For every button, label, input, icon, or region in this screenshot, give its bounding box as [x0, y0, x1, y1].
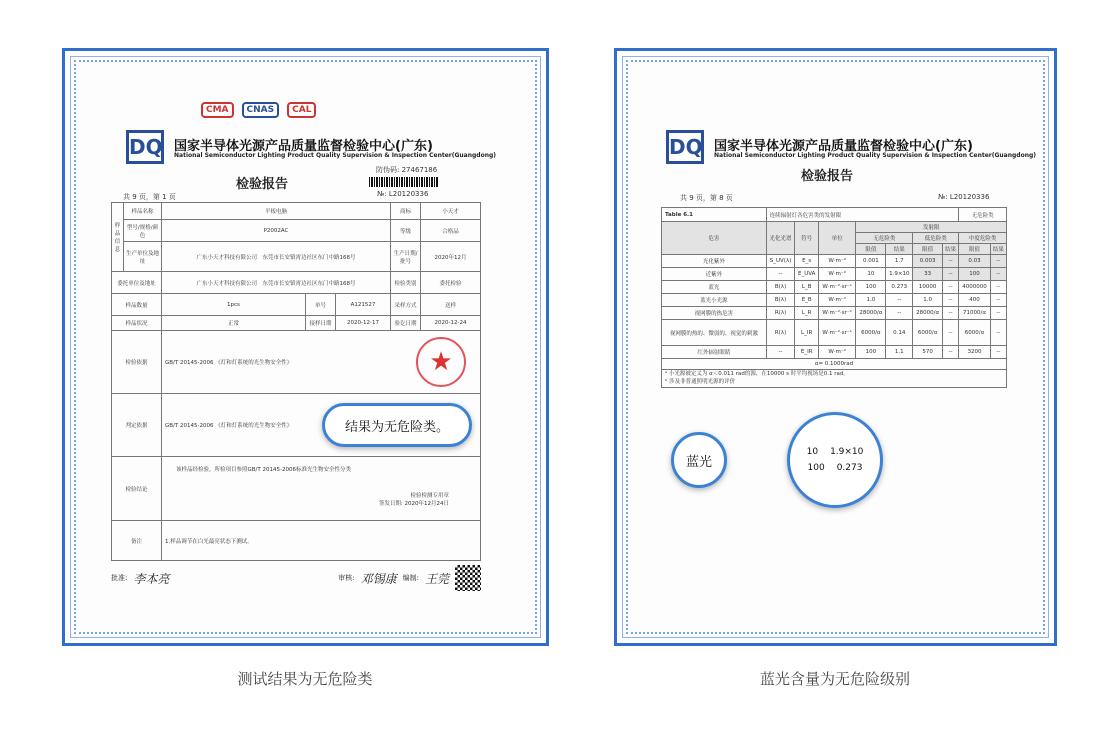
value: 2020-12-24: [421, 316, 481, 331]
cal-logo: CAL: [287, 102, 316, 118]
label: 样品名称: [124, 203, 162, 220]
value: 送样: [421, 294, 481, 316]
table-cell: W·m⁻²: [818, 294, 856, 307]
magnifier-values: [787, 412, 883, 508]
table-cell: 光化紫外: [662, 255, 767, 268]
header: 危害: [662, 222, 767, 255]
table-row: [662, 255, 1007, 268]
table-cell: --: [943, 320, 959, 346]
review-label: 审核:: [338, 574, 355, 582]
dq-logo: DQ: [126, 130, 164, 164]
label: 判定依据: [112, 394, 162, 457]
value: 2020年12月: [421, 242, 481, 272]
table-cell: 10000: [913, 281, 943, 294]
caption-right: 蓝光含量为无危险级别: [759, 670, 910, 688]
table-row: [662, 320, 1007, 346]
value: 平板电脑: [162, 203, 391, 220]
report-title: 检验报告: [801, 169, 854, 184]
page-count: 共 9 页，第 8 页: [680, 194, 733, 202]
table-cell: E_s: [795, 255, 819, 268]
table-result: 无危险类: [959, 208, 1007, 222]
table-cell: 1.0: [856, 294, 886, 307]
qr-code: [455, 565, 481, 591]
red-seal: ★: [416, 337, 466, 387]
org-name: 国家半导体光源产品质量监督检验中心(广东): [714, 139, 973, 154]
table-cell: --: [990, 281, 1006, 294]
table-cell: 6000/α: [856, 320, 886, 346]
label: 检验结论: [112, 457, 162, 521]
table-cell: W·m⁻²·sr⁻¹: [818, 307, 856, 320]
table-cell: 0.001: [856, 255, 886, 268]
table-cell: 近紫外: [662, 268, 767, 281]
header: 结果: [990, 244, 1006, 255]
table-cell: E_IR: [795, 346, 819, 359]
value: 2020-12-17: [336, 316, 391, 331]
table-cell: 10: [856, 268, 886, 281]
table-cell: --: [766, 268, 795, 281]
table-cell: 6000/α: [959, 320, 991, 346]
table-cell: R(λ): [766, 320, 795, 346]
label: 生产单位及地址: [124, 242, 162, 272]
table-cell: --: [943, 307, 959, 320]
reviewer-signature: 邓锡康: [360, 571, 397, 586]
table-cell: L_R: [795, 307, 819, 320]
header: 发射限: [856, 222, 1007, 233]
report-number: №: L20120336: [938, 193, 990, 201]
magnified-value: 100: [807, 463, 825, 474]
magnified-label: 蓝光: [685, 454, 712, 470]
header: 符号: [795, 222, 819, 255]
table-cell: --: [943, 346, 959, 359]
header: 结果: [886, 244, 913, 255]
table-cell: --: [943, 255, 959, 268]
table-row: [662, 346, 1007, 359]
table-row: [662, 307, 1007, 320]
label: 商标: [391, 203, 421, 220]
table-cell: W·m⁻²: [818, 255, 856, 268]
table-cell: 1.7: [886, 255, 913, 268]
table-cell: 4000000: [959, 281, 991, 294]
header: 单位: [818, 222, 856, 255]
magnifier: [322, 403, 472, 447]
header: 无危险类: [856, 233, 913, 244]
table-cell: W·m⁻²·sr⁻¹: [818, 281, 856, 294]
table-cell: --: [943, 281, 959, 294]
value: GB/T 20145-2006 《灯和灯系统的光生物安全性》: [165, 360, 293, 366]
table-cell: 视网膜的热危害: [662, 307, 767, 320]
table-cell: R(λ): [766, 307, 795, 320]
header: 结果: [943, 244, 959, 255]
emission-section: [661, 207, 1007, 508]
table-cell: S_UV(λ): [766, 255, 795, 268]
org-name: 国家半导体光源产品质量监督检验中心(广东): [174, 139, 433, 154]
note: ᵇ 涉及非普通照明光源的评价: [665, 378, 736, 385]
value: A121527: [336, 294, 391, 316]
magnified-value: 0.273: [836, 463, 863, 474]
label: 采样方式: [391, 294, 421, 316]
magnifier-blue-light: [671, 432, 727, 488]
table-cell: --: [990, 255, 1006, 268]
org-name-en: National Semiconductor Lighting Product Quality Supervision & Inspection Center(Guangdong): [174, 152, 497, 159]
label: 委托单位及地址: [112, 272, 162, 294]
cma-logo: CMA: [201, 102, 234, 118]
table-cell: 570: [913, 346, 943, 359]
magnified-value: 10: [806, 447, 819, 458]
anti-fake-code: 防伪码: 27467186: [376, 166, 438, 174]
table-cell: --: [990, 268, 1006, 281]
editor-signature: 王莞: [424, 571, 449, 586]
table-cell: E_UVA: [795, 268, 819, 281]
issue-date: 签发日期: 2020年12月24日: [378, 501, 449, 507]
table-cell: 400: [959, 294, 991, 307]
table-cell: 1.1: [886, 346, 913, 359]
table-cell: 0.273: [886, 281, 913, 294]
value: 1.样品调节在白光最亮状态下测试。: [162, 521, 481, 561]
table-cell: --: [990, 294, 1006, 307]
label: 样品数量: [112, 294, 162, 316]
header: 限值: [959, 244, 991, 255]
header: 限值: [856, 244, 886, 255]
table-cell: 蓝光: [662, 281, 767, 294]
report-title: 检验报告: [236, 177, 289, 192]
table-row: [662, 268, 1007, 281]
label: 样品状况: [112, 316, 162, 331]
magnified-result: 结果为无危险类。: [344, 419, 449, 435]
table-cell: 视网膜的热的、微弱的、视觉的刺激: [662, 320, 767, 346]
label: 备注: [112, 521, 162, 561]
table-cell: 100: [856, 346, 886, 359]
table-cell: L_IR: [795, 320, 819, 346]
table-cell: 1.9×10: [886, 268, 913, 281]
table-cell: --: [886, 294, 913, 307]
report-card-right: [614, 48, 1057, 646]
value: 正常: [162, 316, 306, 331]
report-body: [111, 202, 481, 591]
magnified-value: 1.9×10: [830, 447, 864, 458]
table-cell: 71000/α: [959, 307, 991, 320]
table-cell: 100: [959, 268, 991, 281]
approve-label: 批准:: [111, 574, 128, 582]
label: 验讫日期: [391, 316, 421, 331]
barcode: [369, 177, 439, 187]
value: 委托检验: [421, 272, 481, 294]
header: 限值: [913, 244, 943, 255]
table-cell: 6000/α: [913, 320, 943, 346]
label: 生产日期/批号: [391, 242, 421, 272]
table-cell: --: [766, 346, 795, 359]
table-cell: 28000/α: [856, 307, 886, 320]
table-row: [662, 281, 1007, 294]
table-cell: 红外辐射眼睛: [662, 346, 767, 359]
table-cell: 100: [856, 281, 886, 294]
page-count: 共 9 页，第 1 页: [123, 193, 176, 201]
label: 型号/规格/颜色: [124, 220, 162, 242]
table-cell: 0.003: [913, 255, 943, 268]
value: 广东小天才科技有限公司 东莞市长安镇霄边社区东门中路168号: [162, 272, 391, 294]
cnas-logo: CNAS: [242, 102, 280, 118]
table-cell: 3200: [959, 346, 991, 359]
label: 单号: [306, 294, 336, 316]
table-cell: 33: [913, 268, 943, 281]
table-cell: W·m⁻²: [818, 268, 856, 281]
seal-label: 检验检测专用章: [410, 493, 449, 499]
conclusion-text: 该样品经检验，所检项目参照GB/T 20145-2006标准光生物安全性分类: [176, 467, 351, 473]
value: 合格品: [421, 220, 481, 242]
table-cell: --: [990, 320, 1006, 346]
table-row: [662, 294, 1007, 307]
table-cell: W·m⁻²: [818, 346, 856, 359]
table-cell: --: [943, 268, 959, 281]
magnifier-row: [661, 412, 1007, 508]
label: 检验类别: [391, 272, 421, 294]
table-cell: B(λ): [766, 281, 795, 294]
report-card-left: [62, 48, 549, 646]
label: 样品信息: [112, 203, 124, 272]
label: 等级: [391, 220, 421, 242]
editor-label: 编制:: [402, 574, 419, 582]
table-cell: 蓝光小光源: [662, 294, 767, 307]
table-cell: B(λ): [766, 294, 795, 307]
value: GB/T 20145-2006 《灯和灯系统的光生物安全性》: [165, 423, 293, 429]
table-title: 连续辐射灯各危害类的发射限: [766, 208, 959, 222]
report-table: [111, 202, 481, 561]
table-cell: 0.14: [886, 320, 913, 346]
org-name-en: National Semiconductor Lighting Product Quality Supervision & Inspection Center(Guangdong): [714, 152, 1037, 159]
table-id: Table 6.1: [662, 208, 767, 222]
header: 低危险类: [913, 233, 959, 244]
table-cell: --: [886, 307, 913, 320]
signature-row: [111, 565, 481, 591]
header: 光化光谱: [766, 222, 795, 255]
value: 广东小天才科技有限公司 东莞市长安镇霄边社区东门中路168号: [162, 242, 391, 272]
report-number: №: L20120336: [377, 190, 429, 198]
note: ᵃ 小光源被定义为 α＜0.011 rad的源，在10000 s 时平均视场是0.1 rad。: [665, 371, 849, 377]
dq-logo: DQ: [666, 130, 704, 164]
table-cell: --: [990, 346, 1006, 359]
table-cell: W·m⁻²·sr⁻¹: [818, 320, 856, 346]
cert-logos: [201, 102, 316, 118]
label: 检验依据: [112, 331, 162, 394]
header: 中度危险类: [959, 233, 1007, 244]
caption-left: 测试结果为无危险类: [237, 670, 373, 688]
table-cell: 1.0: [913, 294, 943, 307]
emission-table: [661, 207, 1007, 388]
alpha-value: α= 0.1000rad: [662, 359, 1007, 370]
table-cell: 28000/α: [913, 307, 943, 320]
label: 接样日期: [306, 316, 336, 331]
table-cell: L_B: [795, 281, 819, 294]
approver-signature: 李本亮: [133, 571, 170, 586]
table-cell: --: [943, 294, 959, 307]
table-cell: 0.03: [959, 255, 991, 268]
table-cell: --: [990, 307, 1006, 320]
table-cell: E_B: [795, 294, 819, 307]
value: 1pcs: [162, 294, 306, 316]
value: P2002AC: [162, 220, 391, 242]
value: 小天才: [421, 203, 481, 220]
